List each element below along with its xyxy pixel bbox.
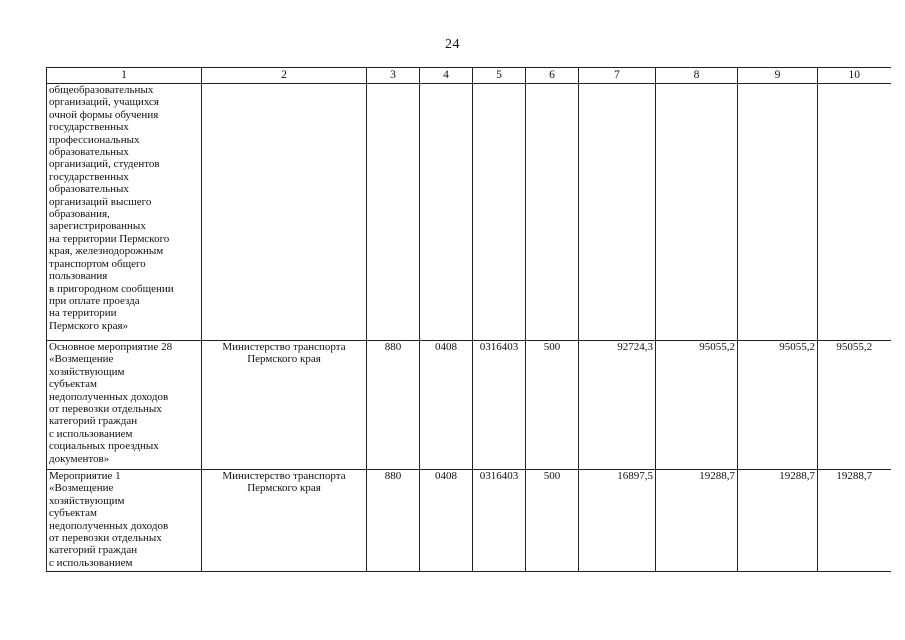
col-header-8: 8 xyxy=(656,68,738,84)
grbs-code: 880 xyxy=(367,470,420,572)
activity-name: общеобразовательных организаций, учащихся очной формы обучения государственных профессиональных образовательных организаций, студентов государственных образовательных организаций высшего образования, зарегистрированных на территории Пермского края, железнодорожным транспортом общего пользования в пригородном сообщении при оплате проезда на территории Пермского края» xyxy=(47,84,202,341)
section-code: 0408 xyxy=(420,470,473,572)
amount-col-7: 16897,5 xyxy=(579,470,656,572)
amount-col-9 xyxy=(738,84,818,341)
amount-col-9: 19288,7 xyxy=(738,470,818,572)
col-header-1: 1 xyxy=(47,68,202,84)
target-article-code xyxy=(473,84,526,341)
table-row xyxy=(47,470,891,572)
amount-col-10: 95055,2 xyxy=(818,341,891,470)
col-header-4: 4 xyxy=(420,68,473,84)
section-code xyxy=(420,84,473,341)
grbs-code: 880 xyxy=(367,341,420,470)
amount-col-8: 95055,2 xyxy=(656,341,738,470)
header-row xyxy=(47,68,891,84)
activity-name: Основное мероприятие 28 «Возмещение хозяйствующим субъектам недополученных доходов от перевозки отдельных категорий граждан с использованием социальных проездных документов» xyxy=(47,341,202,470)
table-row xyxy=(47,84,891,341)
col-header-6: 6 xyxy=(526,68,579,84)
amount-col-8 xyxy=(656,84,738,341)
executor: Министерство транспорта Пермского края xyxy=(202,470,367,572)
target-article-code: 0316403 xyxy=(473,470,526,572)
table-row xyxy=(47,341,891,470)
col-header-2: 2 xyxy=(202,68,367,84)
executor xyxy=(202,84,367,341)
amount-col-7: 92724,3 xyxy=(579,341,656,470)
target-article-code: 0316403 xyxy=(473,341,526,470)
amount-col-8: 19288,7 xyxy=(656,470,738,572)
col-header-9: 9 xyxy=(738,68,818,84)
amount-col-9: 95055,2 xyxy=(738,341,818,470)
section-code: 0408 xyxy=(420,341,473,470)
col-header-5: 5 xyxy=(473,68,526,84)
executor: Министерство транспорта Пермского края xyxy=(202,341,367,470)
amount-col-10: 19288,7 xyxy=(818,470,891,572)
expense-type-code: 500 xyxy=(526,470,579,572)
activity-name: Мероприятие 1 «Возмещение хозяйствующим субъектам недополученных доходов от перевозки отдельных категорий граждан с использованием xyxy=(47,470,202,572)
page-number: 24 xyxy=(445,37,460,52)
budget-table xyxy=(46,67,891,572)
col-header-7: 7 xyxy=(579,68,656,84)
col-header-3: 3 xyxy=(367,68,420,84)
grbs-code xyxy=(367,84,420,341)
amount-col-10 xyxy=(818,84,891,341)
col-header-10: 10 xyxy=(818,68,891,84)
expense-type-code: 500 xyxy=(526,341,579,470)
expense-type-code xyxy=(526,84,579,341)
amount-col-7 xyxy=(579,84,656,341)
